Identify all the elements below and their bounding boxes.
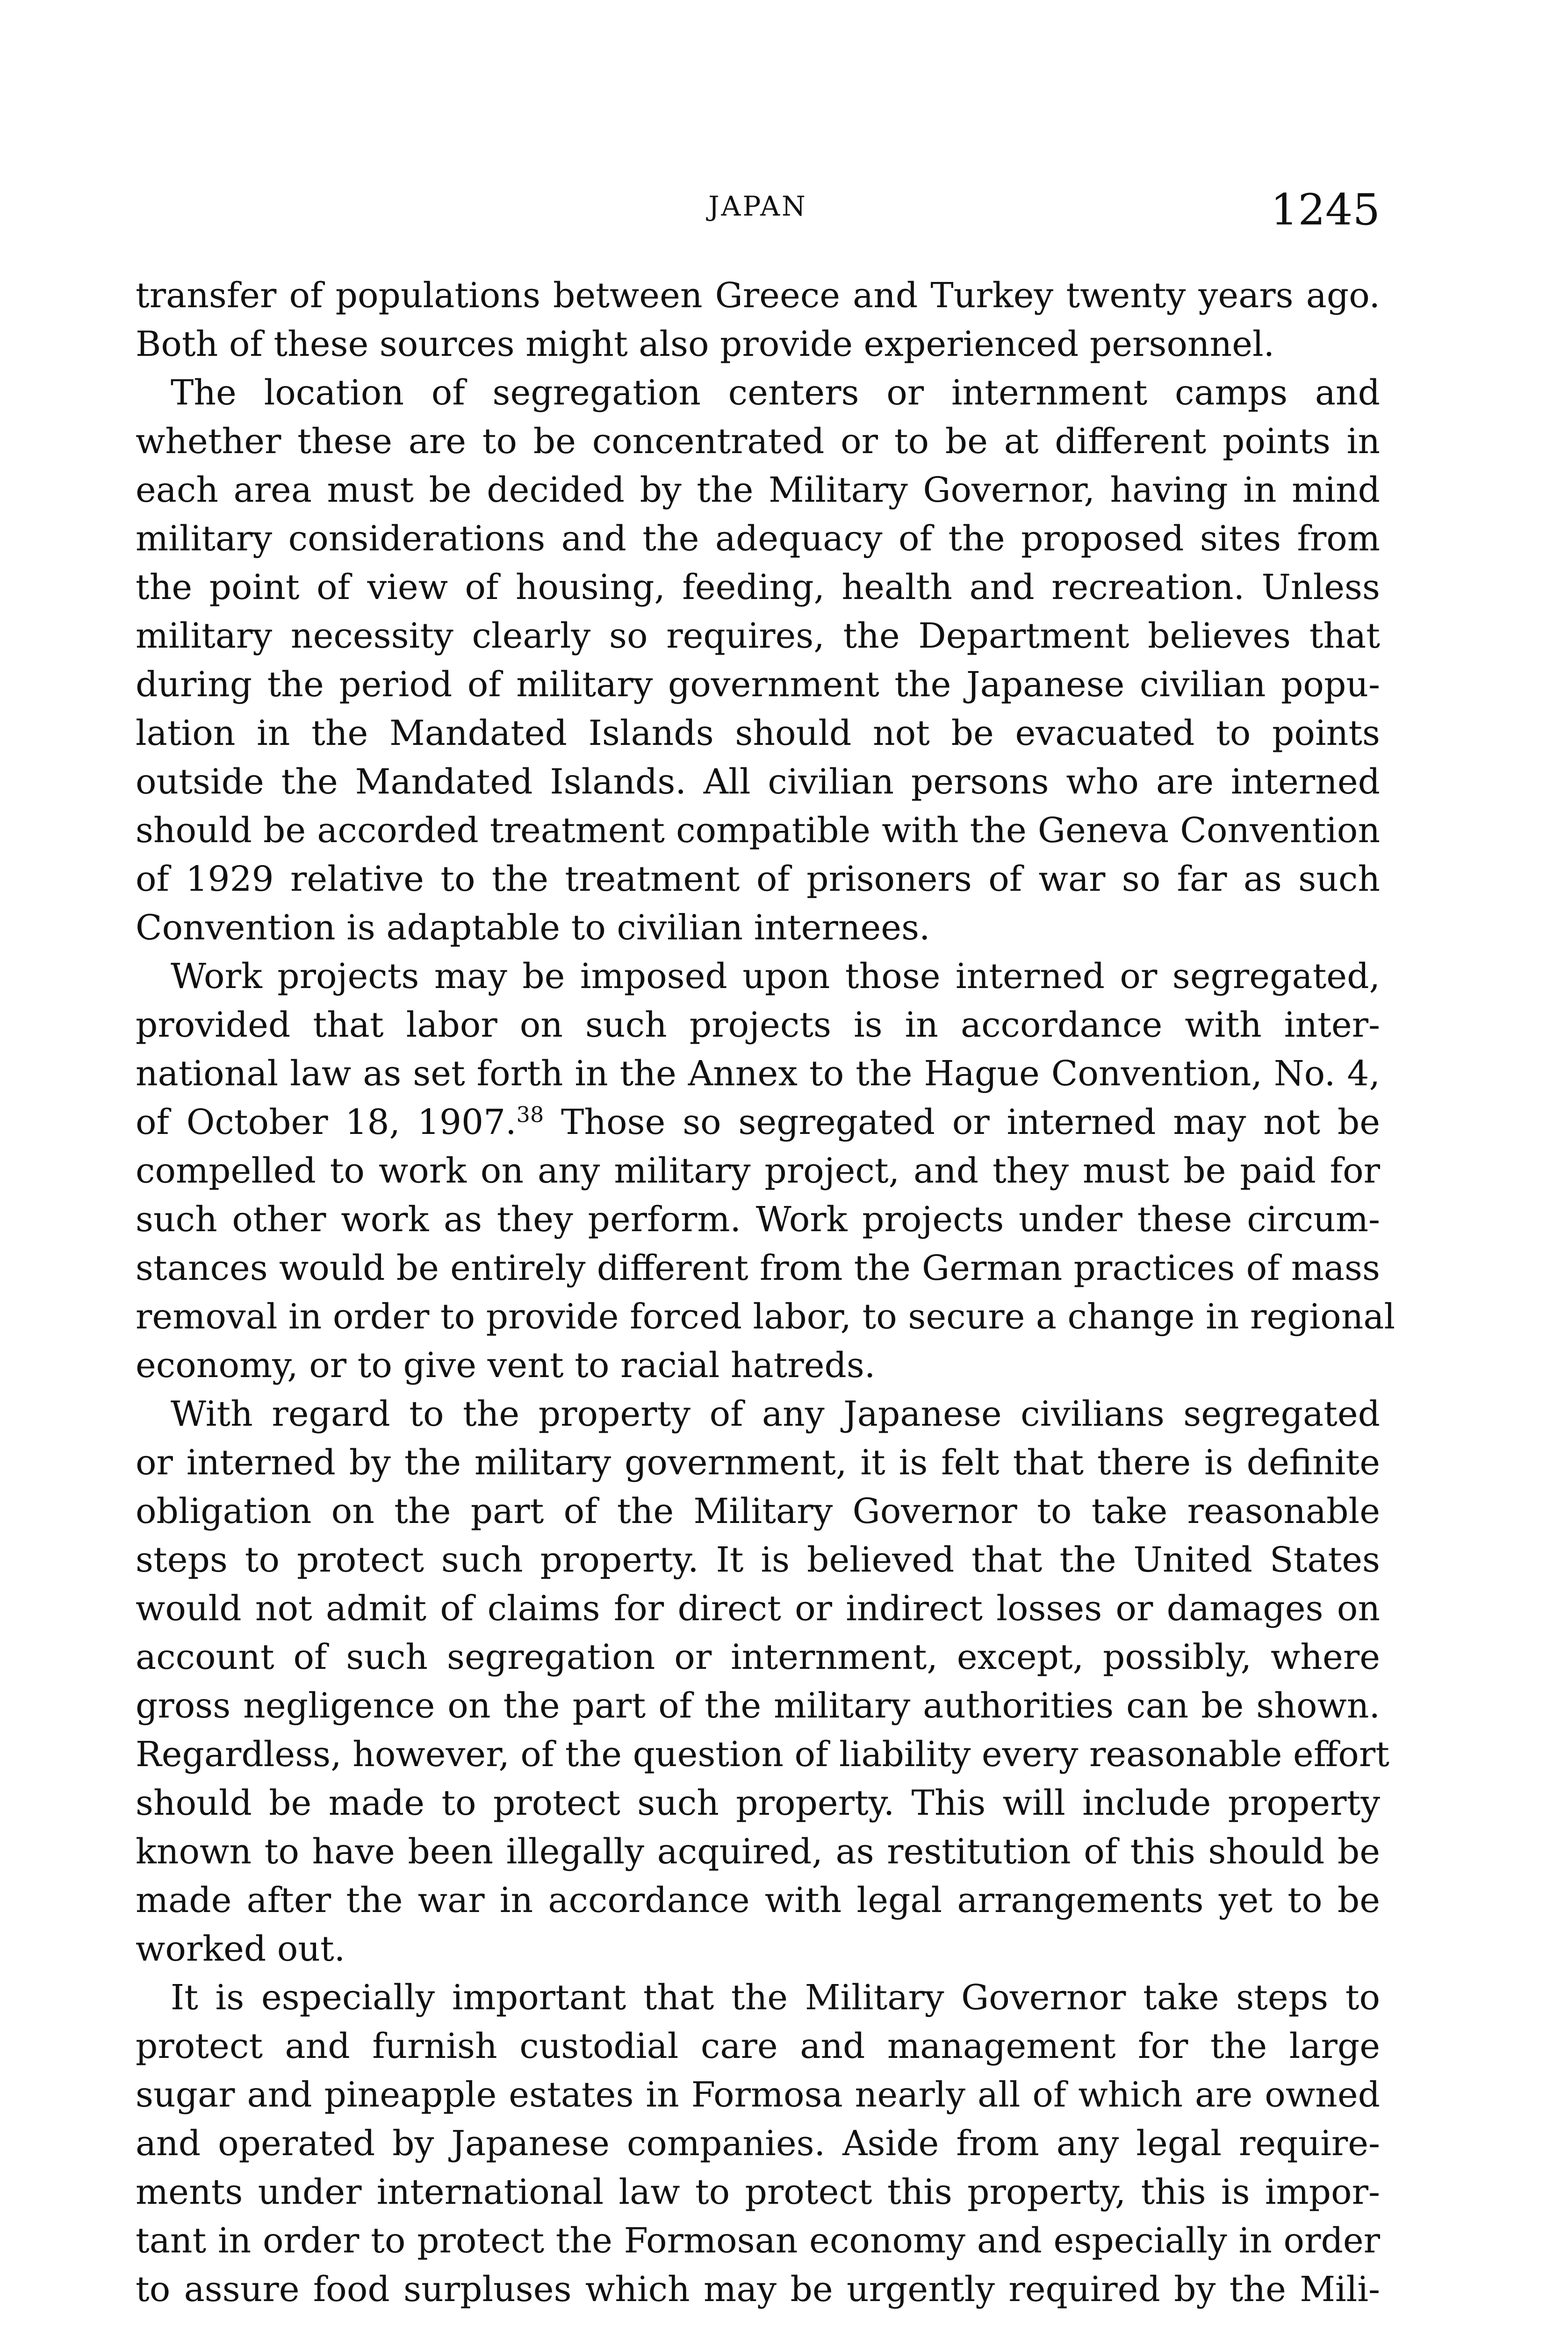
text-line: The location of segregation centers or internment camps and (171, 373, 1380, 413)
text-segment: Those so segregated or interned may not be (544, 1102, 1380, 1142)
text-line: the point of view of housing, feeding, health and recreation. Unless (136, 567, 1380, 607)
text-line: ments under international law to protect this property, this is impor- (136, 2172, 1380, 2212)
text-line: whether these are to be concentrated or to be at different points in (136, 421, 1380, 462)
text-line: Regardless, however, of the question of liability every reasonable effort (136, 1734, 1389, 1775)
running-head (136, 185, 1380, 236)
text-line: transfer of populations between Greece and Turkey twenty years ago. (136, 275, 1380, 316)
text-line: account of such segregation or internment, except, possibly, where (136, 1637, 1380, 1677)
text-line: Both of these sources might also provide experienced personnel. (136, 324, 1275, 364)
text-line: national law as set forth in the Annex to the Hague Convention, No. 4, (136, 1054, 1380, 1094)
text-line: obligation on the part of the Military Governor to take reasonable (136, 1491, 1380, 1531)
text-line: Work projects may be imposed upon those interned or segregated, (171, 956, 1380, 996)
text-line: of 1929 relative to the treatment of prisoners of war so far as such (136, 859, 1380, 899)
text-line: or interned by the military government, it is felt that there is definite (136, 1443, 1380, 1483)
text-line: each area must be decided by the Military Governor, having in mind (136, 470, 1380, 510)
text-line: should be made to protect such property. This will include property (136, 1783, 1380, 1823)
text-line: lation in the Mandated Islands should not be evacuated to points (136, 713, 1380, 753)
text-line: protect and furnish custodial care and management for the large (136, 2026, 1380, 2066)
text-line: such other work as they perform. Work projects under these circum- (136, 1199, 1380, 1240)
text-line: military considerations and the adequacy of the proposed sites from (136, 519, 1380, 559)
text-line: tant in order to protect the Formosan economy and especially in order (136, 2221, 1380, 2261)
text-line: It is especially important that the Military Governor take steps to (171, 1977, 1380, 2018)
text-segment: of October 18, 1907. (136, 1102, 517, 1142)
body-text (136, 271, 1395, 2314)
text-line: With regard to the property of any Japanese civilians segregated (171, 1394, 1380, 1434)
footnote-reference: 38 (516, 1102, 544, 1127)
page-number: 1245 (1270, 185, 1380, 235)
text-line: and operated by Japanese companies. Aside from any legal require- (136, 2123, 1380, 2164)
text-line: military necessity clearly so requires, the Department believes that (136, 616, 1380, 656)
text-line: known to have been illegally acquired, as restitution of this should be (136, 1832, 1380, 1872)
text-line: during the period of military government the Japanese civilian popu- (136, 664, 1380, 705)
text-line: worked out. (136, 1929, 345, 1969)
text-line: steps to protect such property. It is believed that the United States (136, 1540, 1380, 1580)
text-line: Convention is adaptable to civilian internees. (136, 908, 930, 948)
text-line: should be accorded treatment compatible with the Geneva Convention (136, 810, 1380, 851)
text-line: gross negligence on the part of the military authorities can be shown. (136, 1686, 1380, 1726)
text-line: economy, or to give vent to racial hatreds. (136, 1345, 876, 1385)
text-line: compelled to work on any military project, and they must be paid for (136, 1151, 1380, 1191)
text-line: to assure food surpluses which may be urgently required by the Mili- (136, 2269, 1380, 2309)
text-line: sugar and pineapple estates in Formosa nearly all of which are owned (136, 2075, 1380, 2115)
text-line: outside the Mandated Islands. All civilian persons who are interned (136, 762, 1380, 802)
text-line: removal in order to provide forced labor, to secure a change in regional (136, 1297, 1395, 1337)
text-line (136, 1098, 1380, 1147)
text-line: stances would be entirely different from the German practices of mass (136, 1248, 1380, 1288)
text-line: made after the war in accordance with legal arrangements yet to be (136, 1880, 1380, 1920)
running-title: JAPAN (708, 190, 807, 222)
text-line: provided that labor on such projects is in accordance with inter- (136, 1005, 1380, 1045)
text-line: would not admit of claims for direct or indirect losses or damages on (136, 1588, 1380, 1629)
